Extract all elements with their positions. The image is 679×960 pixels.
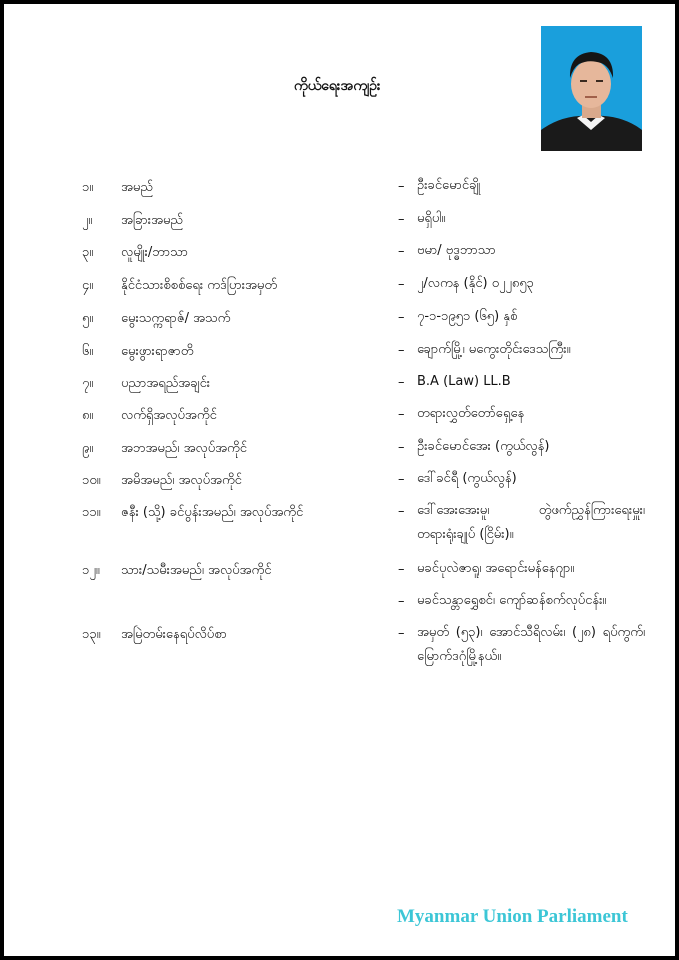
row-label: ပညာအရည်အချင်း (121, 376, 211, 391)
separator-dash: – (398, 310, 405, 325)
row-label: အခြားအမည် (121, 213, 184, 228)
row-value: ဗမာ/ ဗုဒ္ဓဘာသာ (417, 243, 496, 258)
row-value: ၇-၁-၁၉၅၁ (၆၅) နှစ် (417, 309, 518, 324)
separator-dash: – (398, 594, 405, 609)
row-number: ၄။ (82, 278, 94, 293)
row-label: မွေးဖွားရာဇာတိ (121, 344, 194, 359)
row-label: ဇနီး (သို့) ခင်ပွန်းအမည်၊ အလုပ်အကိုင် (121, 505, 304, 520)
row-number: ၁၃။ (82, 627, 101, 642)
separator-dash: – (398, 277, 405, 292)
row-label: အမိအမည်၊ အလုပ်အကိုင် (121, 473, 242, 488)
row-value: B.A (Law) LL.B (417, 374, 511, 389)
separator-dash: – (398, 179, 405, 194)
row-number: ၅။ (82, 311, 94, 326)
row-value: ဒေါ်အေးအေးမူ၊ တွဲဖက်ညွှန်ကြားရေးမှူး၊ တရားရုံးချုပ် (ငြိမ်း)။ (417, 503, 645, 542)
row-number: ၁၂။ (82, 563, 100, 578)
row-value: ချောက်မြို့၊ မကွေးတိုင်းဒေသကြီး။ (417, 342, 571, 357)
row-value: တရားလွှတ်တော်ရှေ့နေ (417, 406, 525, 421)
separator-dash: – (398, 440, 405, 455)
document-title: ကိုယ်ရေးအကျဉ်း (294, 78, 381, 94)
portrait-illustration (541, 26, 642, 151)
row-value: မရှိပါ။ (417, 211, 446, 226)
separator-dash: – (398, 626, 405, 641)
row-value: အမှတ် (၅၃)၊ အောင်သီရိလမ်း၊ (၂၈) ရပ်ကွက်၊ မြောက်ဒဂုံမြို့နယ်။ (417, 625, 645, 664)
row-value: ဦးခင်မောင်အေး (ကွယ်လွန်) (417, 439, 550, 454)
row-label: နိုင်ငံသားစိစစ်ရေး ကဒ်ပြားအမှတ် (121, 278, 278, 293)
row-number: ၃။ (82, 245, 94, 260)
row-value: ၂/လကန (နိုင်) ၀၂၂၈၅၃ (417, 276, 534, 291)
portrait-photo (541, 26, 642, 151)
separator-dash: – (398, 212, 405, 227)
separator-dash: – (398, 562, 405, 577)
separator-dash: – (398, 407, 405, 422)
separator-dash: – (398, 375, 405, 390)
row-number: ၆။ (82, 344, 94, 359)
row-value: မခင်သန္တာရွှေစင်၊ ကျော်ဆန်စက်လုပ်ငန်း။ (417, 593, 607, 608)
row-number: ၈။ (82, 408, 94, 423)
separator-dash: – (398, 244, 405, 259)
row-label: အမြဲတမ်းနေရပ်လိပ်စာ (121, 627, 227, 642)
separator-dash: – (398, 504, 405, 519)
footer-watermark: Myanmar Union Parliament (397, 906, 628, 927)
row-number: ၉။ (82, 441, 94, 456)
row-number: ၁။ (82, 180, 94, 195)
separator-dash: – (398, 472, 405, 487)
row-label: အမည် (121, 180, 153, 195)
row-number: ၂။ (82, 213, 93, 228)
row-label: မွေးသက္ကရာဇ်/ အသက် (121, 311, 231, 326)
row-value: ဒေါ်ခင်ရီ (ကွယ်လွန်) (417, 471, 517, 486)
row-label: အဘအမည်၊ အလုပ်အကိုင် (121, 441, 247, 456)
row-number: ၁၁။ (82, 505, 101, 520)
document-page (4, 4, 675, 956)
row-label: သား/သမီးအမည်၊ အလုပ်အကိုင် (121, 563, 272, 578)
row-value: ဦးခင်မောင်ချို (417, 178, 481, 193)
row-number: ၁၀။ (82, 473, 101, 488)
row-label: လက်ရှိအလုပ်အကိုင် (121, 408, 217, 423)
row-label: လူမျိုး/ဘာသာ (121, 245, 188, 260)
separator-dash: – (398, 343, 405, 358)
row-number: ၇။ (82, 376, 94, 391)
row-value: မခင်ပုလဲဇာရူ၊ အရောင်းမန်နေဂျာ။ (417, 561, 575, 576)
